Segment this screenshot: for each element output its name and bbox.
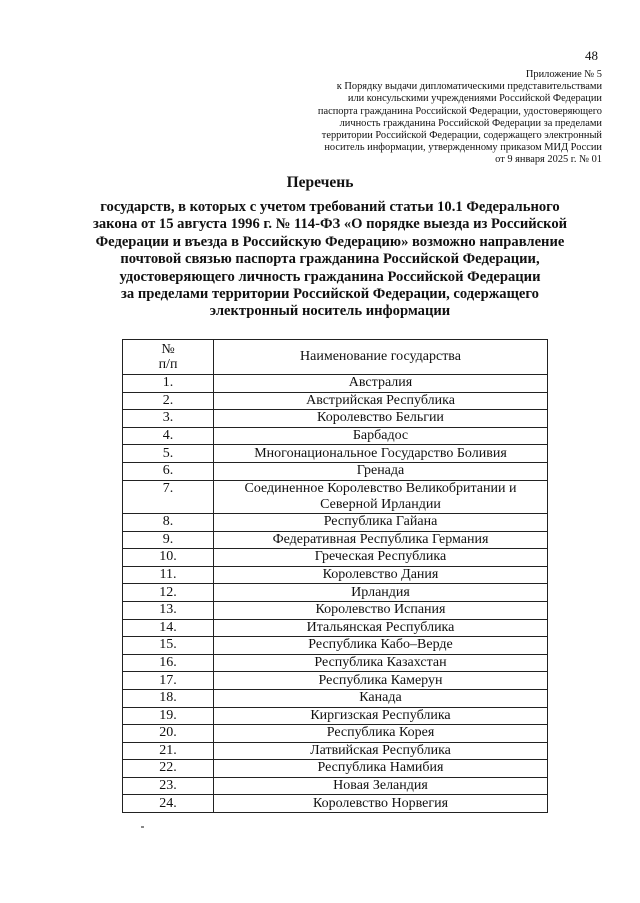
subtitle-line: удостоверяющего личность гражданина Российской Федерации xyxy=(119,268,541,285)
row-state-name: Федеративная Республика Германия xyxy=(214,531,548,549)
row-state-name: Австрийская Республика xyxy=(214,392,548,410)
row-number: 8. xyxy=(123,513,214,531)
row-number: 7. xyxy=(123,480,214,513)
row-state-name: Итальянская Республика xyxy=(214,619,548,637)
subtitle-line: за пределами территории Российской Федерации, содержащего xyxy=(121,286,539,303)
row-state-name: Республика Кабо–Верде xyxy=(214,637,548,655)
row-number: 5. xyxy=(123,445,214,463)
row-number: 3. xyxy=(123,410,214,428)
appendix-line: от 9 января 2025 г. № 01 xyxy=(495,154,602,166)
appendix-line: личность гражданина Российской Федерации за пределами xyxy=(339,117,602,129)
table-row xyxy=(123,549,548,567)
row-state-name: Барбадос xyxy=(214,427,548,445)
row-number: 24. xyxy=(123,795,214,813)
table-row xyxy=(123,777,548,795)
header-state-name: Наименование государства xyxy=(214,340,548,375)
page-number: 48 xyxy=(585,48,598,63)
appendix-line: Приложение № 5 xyxy=(525,69,602,80)
table-row xyxy=(123,410,548,428)
row-state-name: Австралия xyxy=(214,375,548,393)
row-state-name: Канада xyxy=(214,689,548,707)
row-number: 18. xyxy=(123,689,214,707)
table-row xyxy=(123,689,548,707)
row-state-name: Республика Гайана xyxy=(214,513,548,531)
table-row xyxy=(123,462,548,480)
table-row xyxy=(123,760,548,778)
table-row xyxy=(123,672,548,690)
row-number: 15. xyxy=(123,637,214,655)
appendix-line: или консульскими учреждениями Российской Федерации xyxy=(347,93,602,105)
header-number-line1: № xyxy=(161,342,175,357)
row-state-name: Республика Корея xyxy=(214,725,548,743)
table-row xyxy=(123,566,548,584)
table-row xyxy=(123,637,548,655)
row-number: 9. xyxy=(123,531,214,549)
row-state-name: Республика Камерун xyxy=(214,672,548,690)
row-state-name: Республика Казахстан xyxy=(214,654,548,672)
row-number: 23. xyxy=(123,777,214,795)
row-state-name-line2: Северной Ирландии xyxy=(320,496,441,512)
header-number-line2: п/п xyxy=(158,357,178,372)
row-number: 2. xyxy=(123,392,214,410)
appendix-line: территории Российской Федерации, содержащего электронный xyxy=(321,130,602,142)
appendix-header xyxy=(282,69,602,167)
row-number: 16. xyxy=(123,654,214,672)
row-number: 11. xyxy=(123,566,214,584)
document-subtitle xyxy=(60,199,600,321)
row-state-name: Новая Зеландия xyxy=(214,777,548,795)
row-state-name: Латвийская Республика xyxy=(214,742,548,760)
row-state-name xyxy=(214,480,548,513)
table-row xyxy=(123,445,548,463)
row-state-name: Королевство Норвегия xyxy=(214,795,548,813)
header-number xyxy=(123,340,214,375)
table-row xyxy=(123,795,548,813)
states-table xyxy=(122,339,548,813)
row-state-name: Греческая Республика xyxy=(214,549,548,567)
table-row xyxy=(123,427,548,445)
row-state-name: Королевство Бельгии xyxy=(214,410,548,428)
row-number: 14. xyxy=(123,619,214,637)
row-state-name: Королевство Дания xyxy=(214,566,548,584)
appendix-line: к Порядку выдачи дипломатическими представительствами xyxy=(336,81,602,93)
row-state-name: Королевство Испания xyxy=(214,601,548,619)
row-number: 4. xyxy=(123,427,214,445)
row-state-name: Республика Намибия xyxy=(214,760,548,778)
row-state-name-line1: Соединенное Королевство Великобритании и xyxy=(244,480,517,496)
row-number: 12. xyxy=(123,584,214,602)
table-row xyxy=(123,513,548,531)
row-number: 20. xyxy=(123,725,214,743)
subtitle-line: почтовой связью паспорта гражданина Российской Федерации, xyxy=(120,251,540,268)
table-header-row xyxy=(123,340,548,375)
row-number: 6. xyxy=(123,462,214,480)
row-state-name: Ирландия xyxy=(214,584,548,602)
row-state-name: Многонациональное Государство Боливия xyxy=(214,445,548,463)
row-number: 10. xyxy=(123,549,214,567)
appendix-line: носитель информации, утвержденному приказом МИД России xyxy=(324,142,602,154)
appendix-line: паспорта гражданина Российской Федерации, удостоверяющего xyxy=(317,105,602,117)
table-row xyxy=(123,654,548,672)
row-state-name: Гренада xyxy=(214,462,548,480)
table-row xyxy=(123,531,548,549)
row-number: 13. xyxy=(123,601,214,619)
table-row xyxy=(123,480,548,513)
table-row xyxy=(123,707,548,725)
table-row xyxy=(123,392,548,410)
row-state-name: Киргизская Республика xyxy=(214,707,548,725)
row-number: 22. xyxy=(123,760,214,778)
table-row xyxy=(123,601,548,619)
subtitle-line: государств, в которых с учетом требований статьи 10.1 Федерального xyxy=(100,199,560,215)
row-number: 21. xyxy=(123,742,214,760)
subtitle-line: закона от 15 августа 1996 г. № 114-ФЗ «О порядке выезда из Российской xyxy=(92,216,568,233)
subtitle-line: Федерации и въезда в Российскую Федерацию» возможно направление xyxy=(95,233,565,250)
row-number: 1. xyxy=(123,375,214,393)
table-row xyxy=(123,375,548,393)
scan-speck xyxy=(141,826,144,828)
row-number: 17. xyxy=(123,672,214,690)
table-row xyxy=(123,725,548,743)
table-row xyxy=(123,584,548,602)
table-row xyxy=(123,619,548,637)
row-number: 19. xyxy=(123,707,214,725)
table-row xyxy=(123,742,548,760)
document-title: Перечень xyxy=(286,174,354,191)
subtitle-line: электронный носитель информации xyxy=(209,303,451,320)
